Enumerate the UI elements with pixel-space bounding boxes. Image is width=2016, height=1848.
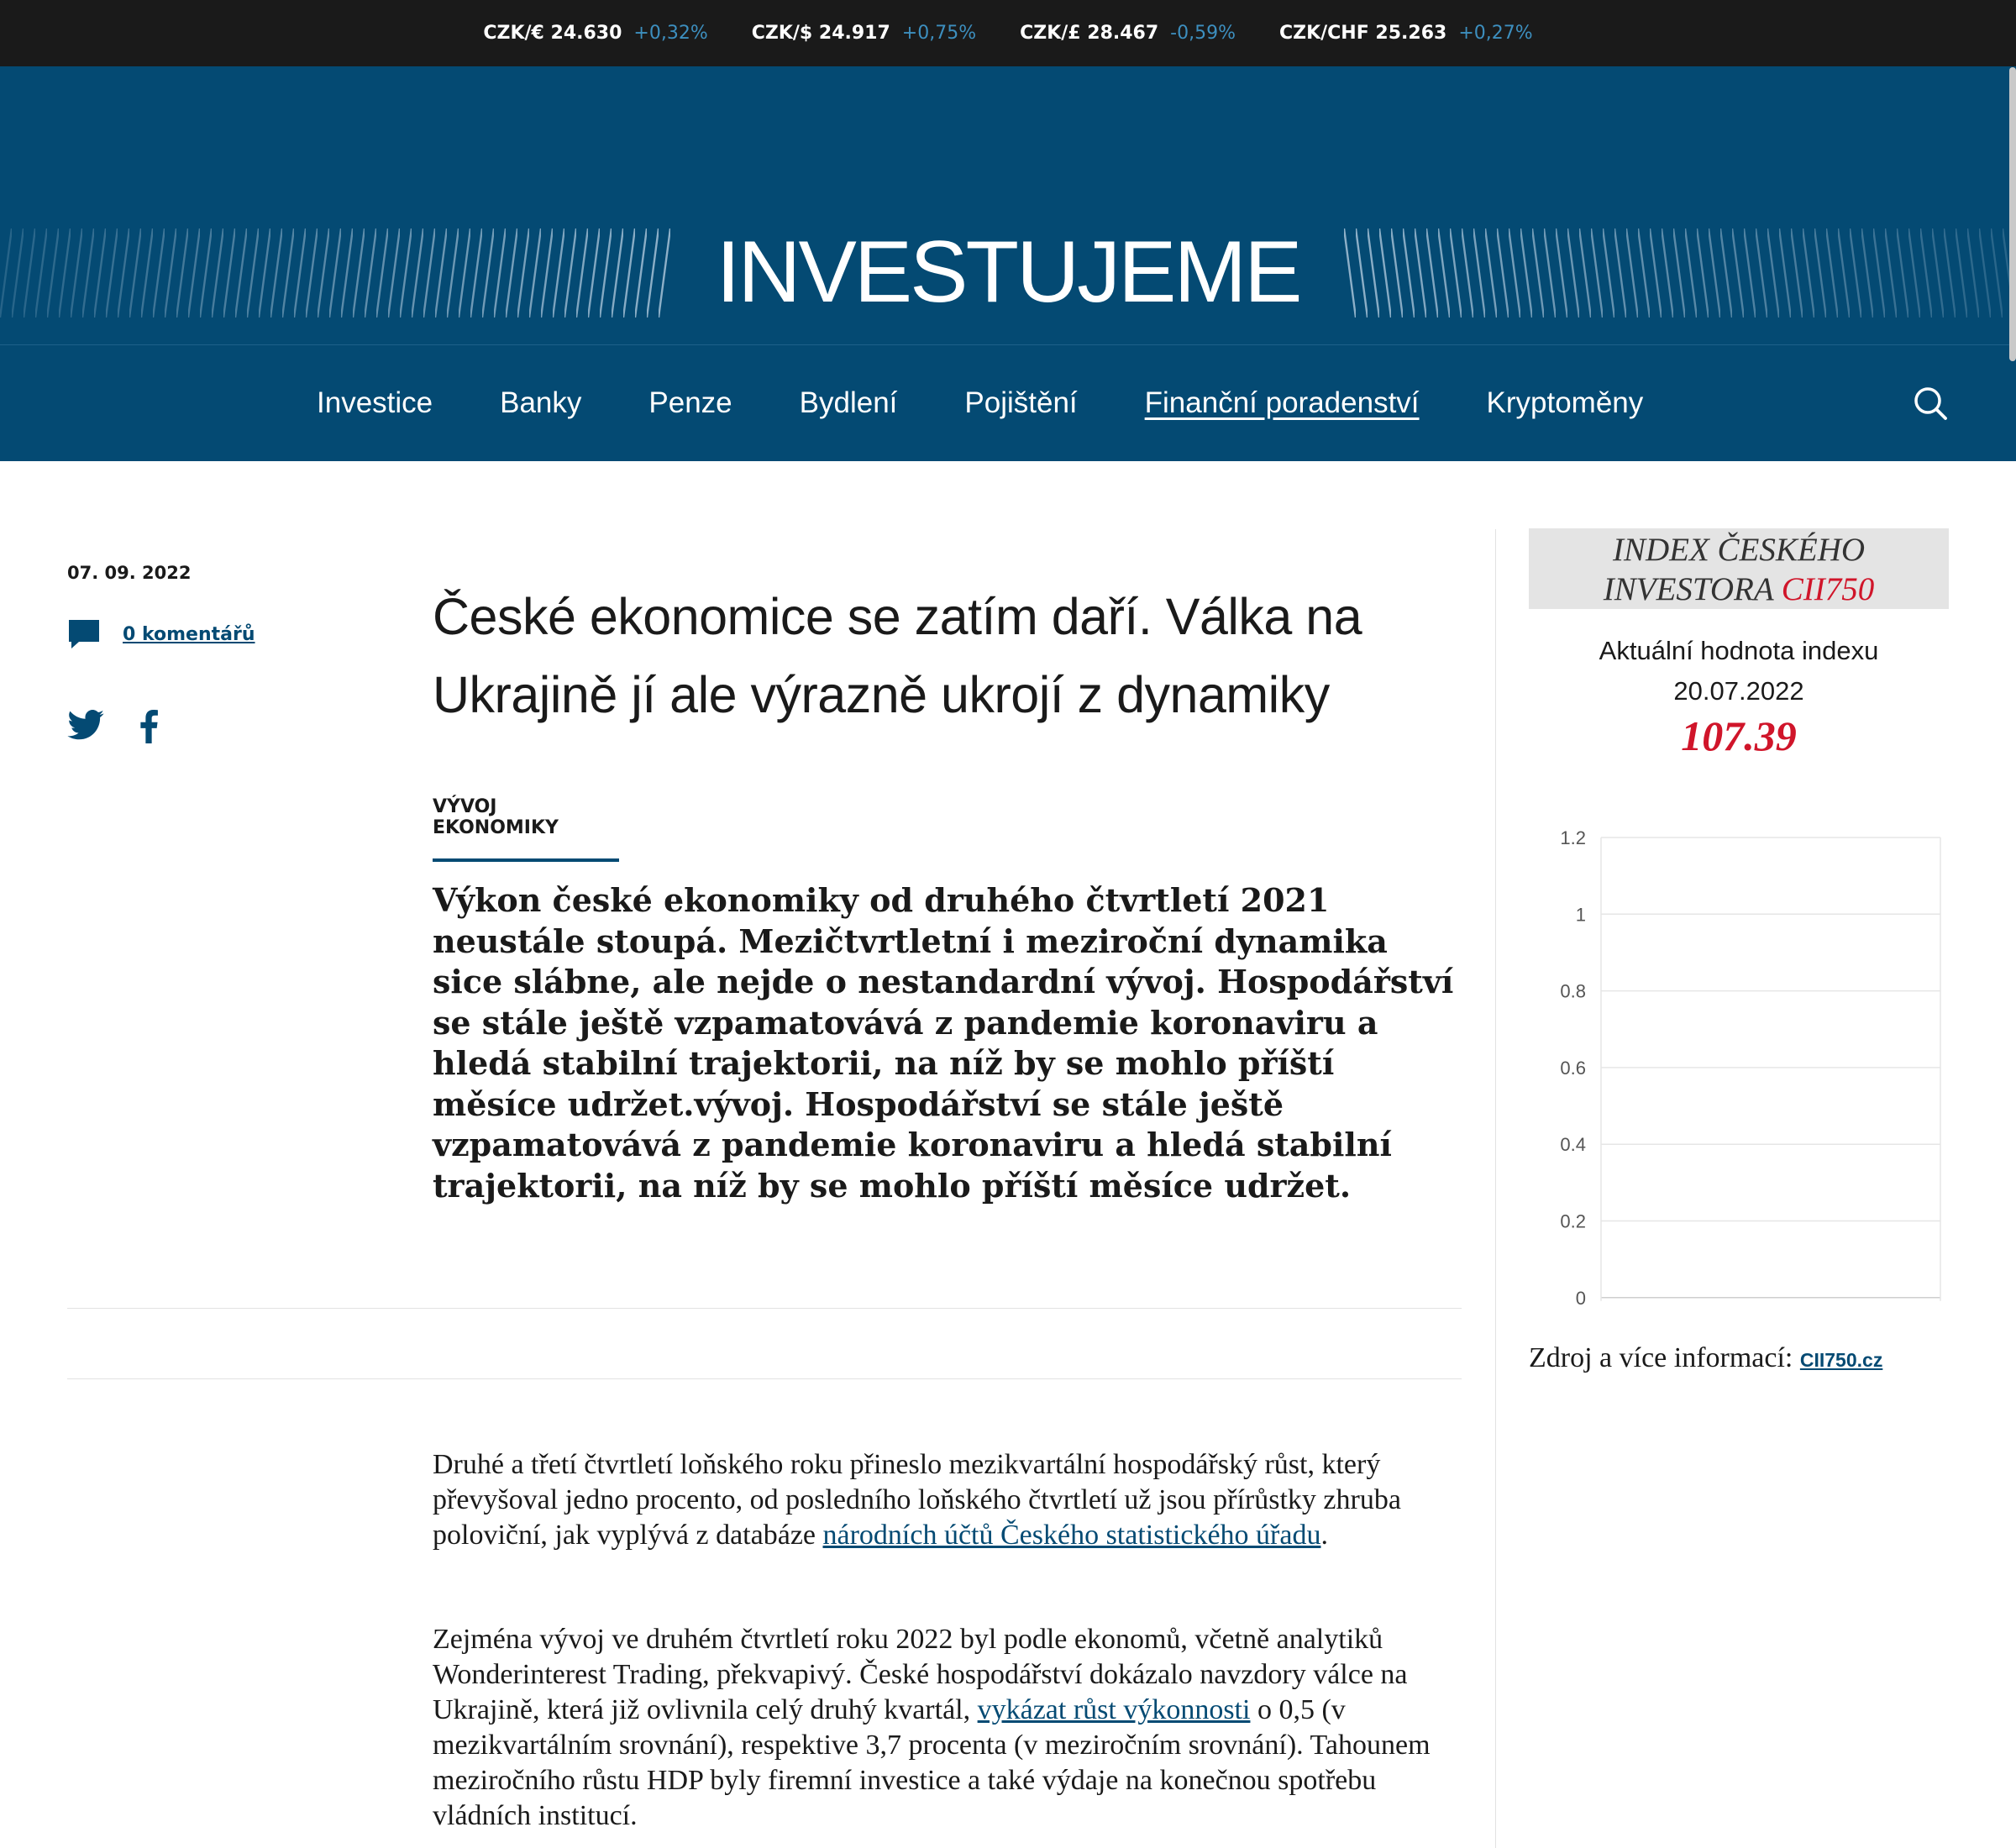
index-chart [1529,760,1949,1309]
source-link[interactable]: CII750.cz [1799,1349,1883,1371]
widget-title-line1: INDEX ČESKÉHO [1612,532,1866,568]
widget-value: 107.39 [1681,712,1797,759]
ticker-usd [752,23,976,44]
site-logo[interactable]: INVESTUJEME [716,223,1300,321]
ticker-eur [483,23,707,44]
currency-ticker [0,0,2016,66]
chart-y-tick-label: 0.8 [1560,980,1586,1002]
index-widget [1529,528,1949,1309]
nav-item-financni-poradenstvi[interactable]: Finanční poradenství [1144,386,1420,419]
paragraph-text: Druhé a třetí čtvrtletí loňského roku přineslo mezikvartální hospodářský růst, který převyšoval jedno procento, od posledního loňského čtvrtletí už jsou přírůstky zhruba poloviční, jak vyplývá z databáze [433,1449,1401,1551]
chart-y-tick-label: 0.4 [1560,1134,1586,1156]
paragraph-text: . [1320,1520,1328,1551]
divider [67,1378,1462,1379]
facebook-icon[interactable] [139,710,158,743]
nav-item-banky[interactable]: Banky [500,386,582,419]
widget-source [1529,1342,1882,1374]
widget-index-code: CII750 [1781,571,1875,607]
widget-date: 20.07.2022 [1673,676,1804,706]
social-share [67,710,158,743]
paragraph-text: o 0,5 (v mezikvartálním srovnání), respektive 3,7 procenta (v meziročním srovnání). Tahounem meziročního růstu HDP byly firemní investice a také výdaje na konečnou spotřebu vládních institucí. [433,1694,1431,1831]
masthead [0,66,2016,345]
ticker-chf [1279,23,1533,44]
ticker-change: +0,27% [1458,23,1533,44]
comments-link[interactable]: 0 komentářů [123,623,255,645]
ticker-change: +0,32% [633,23,708,44]
chart-y-tick-label: 0.2 [1560,1210,1586,1232]
widget-subtitle [1529,631,1949,711]
ticker-pair: CZK/€ 24.630 [483,23,622,44]
sidebar-divider [1495,529,1496,1848]
link-narodni-ucty[interactable]: národních účtů Českého statistického úřadu [822,1520,1321,1551]
ticker-pair: CZK/£ 28.467 [1020,23,1159,44]
nav-item-pojisteni[interactable]: Pojištění [964,386,1078,419]
main-navigation [0,345,2016,461]
divider [67,1308,1462,1309]
ticker-pair: CZK/CHF 25.263 [1278,23,1447,44]
article-paragraph [433,1447,1466,1553]
nav-item-bydleni[interactable]: Bydlení [799,386,898,419]
chart-y-tick-label: 1.2 [1560,827,1586,848]
date-text: 07. 09. 2022 [67,563,192,583]
nav-item-penze[interactable]: Penze [648,386,732,419]
article-date [67,563,191,583]
chart-y-tick-label: 0.6 [1560,1057,1586,1079]
widget-subtitle-text: Aktuální hodnota indexu [1599,636,1879,665]
scrollbar-thumb[interactable] [2009,67,2016,361]
nav-menu [317,345,1643,461]
article-title: České ekonomice se zatím daří. Válka na Ukrajině jí ale výrazně ukrojí z dynamiky [433,588,1362,723]
chart-y-tick-label: 0 [1575,1287,1586,1309]
ticker-gbp [1020,23,1236,44]
widget-title-text: INVESTORA [1603,571,1773,607]
decorative-stripes-right [1344,228,2016,318]
nav-item-investice[interactable]: Investice [317,386,433,419]
chart-y-tick-label: 1 [1575,904,1586,926]
widget-title-line2 [1529,570,1949,609]
ticker-pair: CZK/$ 24.917 [751,23,890,44]
widget-title [1529,528,1949,609]
category-tag[interactable]: VÝVOJ EKONOMIKY [433,796,619,862]
search-icon[interactable] [1913,386,1948,421]
paragraph-text: Zejména vývoj ve druhém čtvrtletí roku 2022 byl podle ekonomů, včetně analytiků Wonderinterest Trading, překvapivý. České hospodářství dokázalo navzdory válce na Ukrajině, která již ovlivnila celý druhý kvartál, [433,1624,1408,1725]
ticker-change: -0,59% [1170,23,1236,44]
comment-icon [67,618,101,650]
twitter-icon[interactable] [67,710,104,740]
article-paragraph [433,1622,1466,1834]
nav-item-kryptomeny[interactable]: Kryptoměny [1486,386,1644,419]
ticker-change: +0,75% [901,23,977,44]
source-label: Zdroj a více informací: [1529,1342,1793,1373]
article-lead: Výkon české ekonomiky od druhého čtvrtletí 2021 neustále stoupá. Mezičtvrtletní i meziroční dynamika sice slábne, ale nejde o nestandardní vývoj. Hospodářství se stále ještě vzpamatovává z pandemie koronaviru a hledá stabilní trajektorii, na níž by se mohlo příští měsíce udržet.vývoj. Hospodářství se stále ještě vzpamatovává z pandemie koronaviru a hledá stabilní trajektorii, na níž by se mohlo příští měsíce udržet. [433,881,1454,1205]
comments-link-group [67,618,255,650]
link-vykazat-rust[interactable]: vykázat růst výkonnosti [977,1694,1251,1725]
